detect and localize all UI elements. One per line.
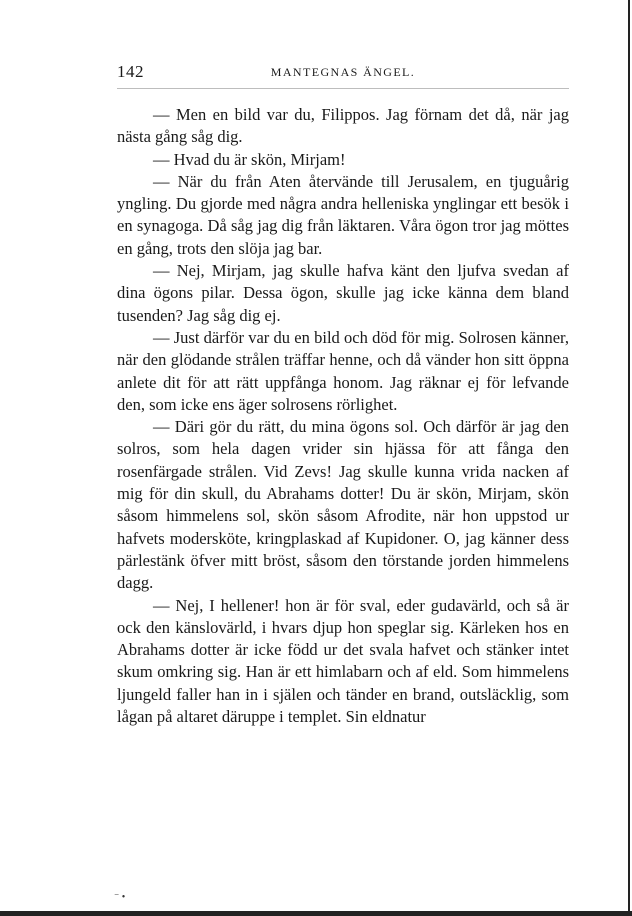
paragraph: — Just därför var du en bild och död för mig. Solrosen känner, när den glödande strålen träffar henne, och då vänder hon sitt öppna anlete dit för att rätt uppfånga honom. Jag räknar ej för lefvande den, som icke ens äger solrosens rörlighet. — [117, 327, 569, 414]
paragraph: — Hvad du är skön, Mirjam! — [153, 149, 346, 169]
page-edge-bottom — [0, 911, 632, 916]
paragraph: — Nej, Mirjam, jag skulle hafva känt den ljufva svedan af dina ögons pilar. Dessa ögon, skulle jag icke känna dem bland tusenden? Jag såg dig ej. — [117, 261, 569, 325]
paragraph: — Däri gör du rätt, du mina ögons sol. Och därför är jag den solros, som hela dagen vrider sin hjässa för att fånga den rosenfärgade strålen. Vid Zevs! Jag skulle kunna vrida nacken af mig för din skull, du Abrahams dotter! Du är skön, Mirjam, skön såsom himmelens sol, skön såsom Afrodite, när hon uppstod ur hafvets modersköte, kringplaskad af Kupidoner. O, jag känner dess pärlestänk öfver mitt bröst, såsom den törstande jorden himmelens dagg. — [117, 417, 569, 593]
header-rule — [117, 88, 569, 89]
text-body — [117, 104, 569, 728]
scan-speck: ⁻ • — [114, 892, 126, 903]
paragraph: — När du från Aten återvände till Jerusalem, en tjuguårig yngling. Du gjorde med några andra helleniska ynglingar ett besök i en synagoga. Då såg jag dig från läktaren. Våra ögon tror jag möttes en gång, trots den slöja jag bar. — [117, 171, 569, 258]
running-title: MANTEGNAS ÄNGEL. — [270, 65, 416, 79]
page-edge-right — [628, 0, 630, 916]
paragraph: — Nej, I hellener! hon är för sval, eder gudavärld, och så är ock den känslovärld, i hvars djup hon speglar sig. Kärleken hos en Abrahams dotter är icke född ur det svala hafvet och stänker intet skum omkring sig. Han är ett himlabarn och af eld. Som himmelens ljungeld faller han in i själen och tänder en brand, outsläcklig, som lågan på altaret däruppe i templet. Sin eldnatur — [117, 595, 569, 727]
page-number: 142 — [117, 62, 144, 81]
page-header — [117, 60, 569, 86]
paragraph: — Men en bild var du, Filippos. Jag förnam det då, när jag nästa gång såg dig. — [117, 105, 569, 147]
